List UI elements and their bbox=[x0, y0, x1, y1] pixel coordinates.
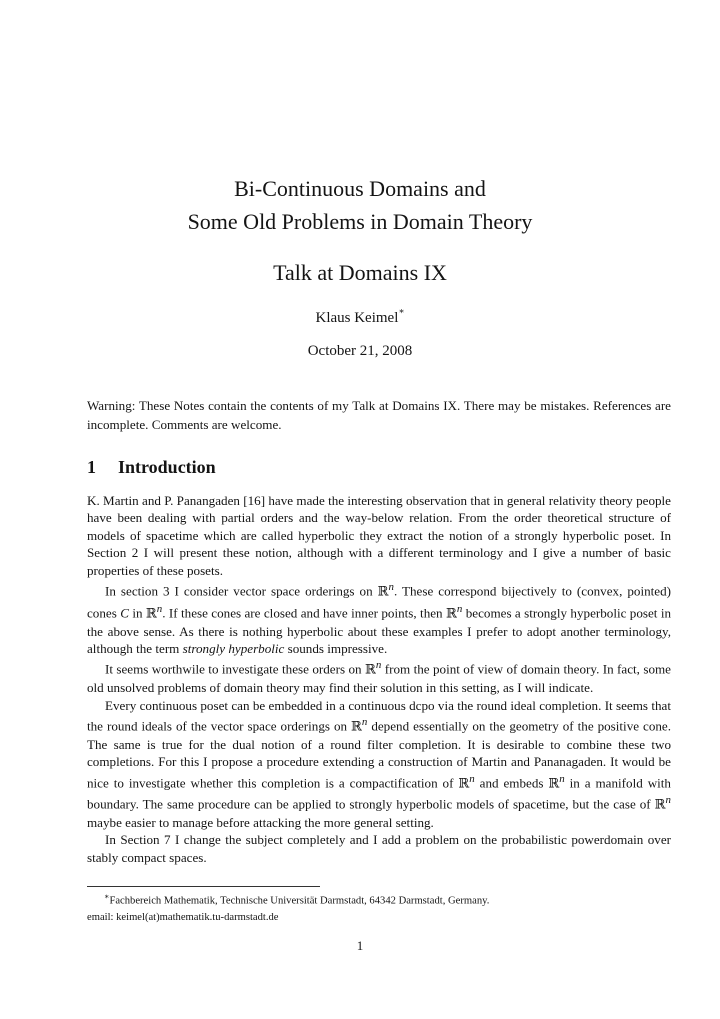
author-name: Klaus Keimel bbox=[315, 310, 399, 326]
paragraph-4: Every continuous poset can be embedded in a continuous dcpo via the round ideal completion. It seems that the round ideals of the vector space orderings on ℝ$^n$ depend essentially on the geometry of the positive cone. The same is true for the dual notion of a round filter completion. It is desirable to combine these two completions. For this I propose a procedure extending a construction of Martin and Pananagaden. It would be nice to investigate whether this completion is a compactification of ℝ$^n$ and embeds ℝ$^n$ in a manifold with boundary. The same procedure can be applied to strongly hyperbolic models of spacetime, but the case of ℝ$^n$ maybe easier to manage before attacking the more general setting. bbox=[87, 697, 672, 831]
section-body bbox=[87, 492, 671, 866]
paper-subtitle: Talk at Domains IX bbox=[273, 260, 447, 285]
warning-note: Warning: These Notes contain the contents of my Talk at Domains IX. There may be mistakes. References are incomplete. Comments are welcome. bbox=[87, 398, 671, 432]
paper-title-line-2: Some Old Problems in Domain Theory bbox=[187, 209, 533, 234]
footnote-email: email: keimel(at)mathematik.tu-darmstadt.de bbox=[87, 911, 279, 923]
section-title: Introduction bbox=[118, 457, 216, 477]
footnote bbox=[87, 889, 671, 926]
section-heading bbox=[87, 457, 216, 478]
section-number: 1 bbox=[87, 457, 96, 477]
date: October 21, 2008 bbox=[307, 343, 413, 359]
paper-title-line-1: Bi-Continuous Domains and bbox=[234, 176, 486, 201]
paragraph-1: K. Martin and P. Panangaden [16] have made the interesting observation that in general relativity theory people have been dealing with partial orders and the way-below relation. From the order theoretical structure of models of spacetime which are called hyperbolic they extract the notion of a strongly hyperbolic poset. In Section 2 I will present these notion, although with a different terminology and I give a number of basic properties of these posets. bbox=[87, 493, 671, 578]
page-number: 1 bbox=[356, 938, 364, 953]
author-footnote-mark: ∗ bbox=[398, 306, 405, 316]
paragraph-2: In section 3 I consider vector space orderings on ℝ$^n$. These correspond bijectively to (convex, pointed) cones C in ℝ$^n$. If these cones are closed and have inner points, then ℝ$^n$ becomes a strongly hyperbolic poset in the above sense. As there is nothing hyperbolic about these examples I prefer to adopt another terminology, although the term strongly hyperbolic sounds impressive. bbox=[87, 581, 672, 656]
paragraph-5: In Section 7 I change the subject completely and I add a problem on the probabilistic powerdomain over stably compact spaces. bbox=[87, 832, 671, 865]
footnote-affiliation: ∗Fachbereich Mathematik, Technische Universität Darmstadt, 64342 Darmstadt, Germany. bbox=[104, 892, 490, 907]
footnote-divider bbox=[87, 886, 320, 887]
author bbox=[0, 308, 720, 327]
paragraph-3: It seems worthwile to investigate these orders on ℝ$^n$ from the point of view of domain theory. In fact, some old unsolved problems of domain theory may find their solution in this setting, as I will indicate. bbox=[87, 659, 671, 696]
